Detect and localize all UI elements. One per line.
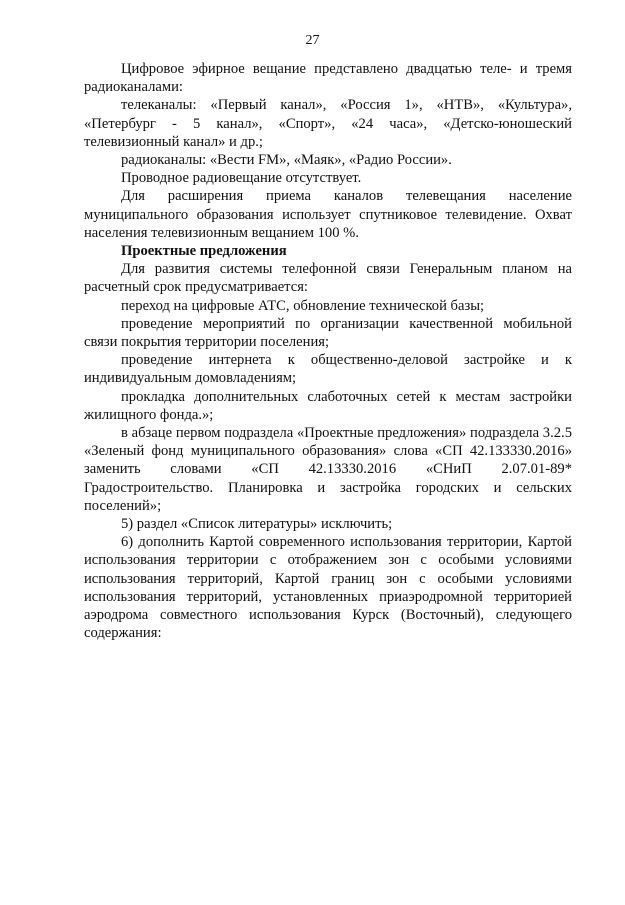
section-heading: Проектные предложения — [121, 243, 287, 260]
paragraph-digital-broadcast: Цифровое эфирное вещание представлено двадцатью теле- и тремя радиоканалами: — [84, 61, 572, 96]
list-item-digital-ats: переход на цифровые АТС, обновление технической базы; — [121, 297, 485, 314]
list-item-internet: проведение интернета к общественно-деловой застройке и к индивидуальным домовладениям; — [84, 352, 572, 387]
paragraph-telephone-plan: Для развития системы телефонной связи Генеральным планом на расчетный срок предусматривается: — [84, 261, 572, 296]
paragraph-amendment-maps: 6) дополнить Картой современного использования территории, Картой использования территории с отображением зон с особыми условиями использования территорий, Картой границ зон с особыми условиями использования территорий, установленных приаэродромной территорией аэродрома совместного использования Курск (Восточный), следующего содержания: — [84, 534, 572, 642]
paragraph-tv-channels: телеканалы: «Первый канал», «Россия 1», «НТВ», «Культура», «Петербург - 5 канал», «Спорт», «24 часа», «Детско-юношеский телевизионный канал» и др.; — [84, 97, 572, 150]
paragraph-satellite-tv: Для расширения приема каналов телевещания население муниципального образования использует спутниковое телевидение. Охват населения телевизионным вещанием 100 %. — [84, 188, 572, 241]
list-item-low-current-networks: прокладка дополнительных слаботочных сетей к местам застройки жилищного фонда.»; — [84, 388, 572, 423]
list-item-mobile-coverage: проведение мероприятий по организации качественной мобильной связи покрытия территории поселения; — [84, 315, 572, 351]
paragraph-radio-channels: радиоканалы: «Вести FM», «Маяк», «Радио России». — [121, 152, 452, 169]
page-number: 27 — [305, 33, 320, 48]
paragraph-amendment-green-fund: в абзаце первом подраздела «Проектные предложения» подраздела 3.2.5 «Зеленый фонд муниципального образования» слова «СП 42.133330.2016» заменить словами «СП 42.13330.2016 «СНиП 2.07.01-89* Градостроительство. Планировка и застройка городских и сельских поселений»; — [84, 425, 572, 514]
paragraph-amendment-literature: 5) раздел «Список литературы» исключить; — [121, 516, 393, 533]
paragraph-wired-radio: Проводное радиовещание отсутствует. — [121, 170, 362, 187]
document-body — [84, 60, 572, 643]
